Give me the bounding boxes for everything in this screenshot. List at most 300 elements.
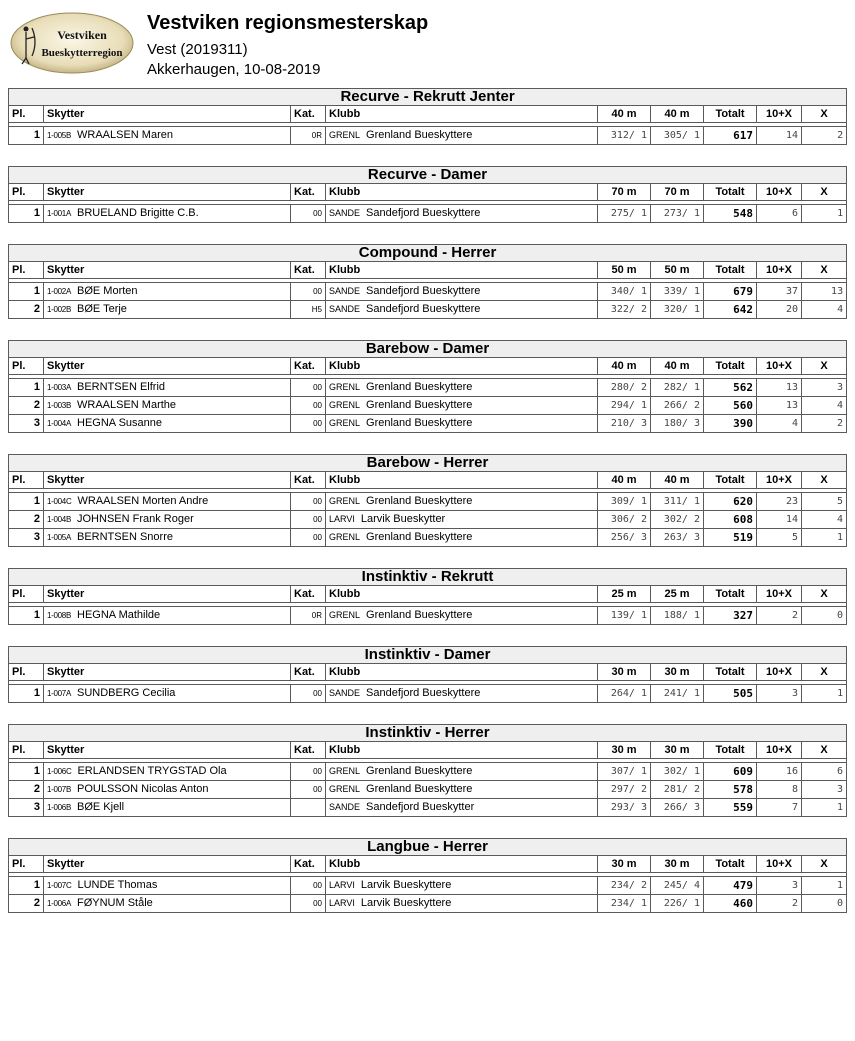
col-header-distance-2: 40 m [651, 106, 704, 123]
x-count: 13 [802, 283, 847, 301]
col-header-totalt: Totalt [704, 856, 757, 873]
col-header-pl: Pl. [9, 358, 44, 375]
col-header-distance-2: 70 m [651, 184, 704, 201]
category-cell: 00 [291, 205, 326, 223]
col-header-totalt: Totalt [704, 472, 757, 489]
total-score: 559 [704, 799, 757, 817]
tens-and-x-count: 2 [757, 607, 802, 625]
section-title: Langbue - Herrer [9, 839, 847, 856]
table-row [9, 781, 847, 799]
club-name: Grenland Bueskyttere [366, 609, 473, 621]
col-header-distance-2: 30 m [651, 856, 704, 873]
table-row [9, 493, 847, 511]
score-round-1: 307/ 1 [598, 763, 651, 781]
archer-id: 1-006A [47, 899, 71, 908]
x-count: 1 [802, 205, 847, 223]
col-header-distance-1: 40 m [598, 358, 651, 375]
archer-cell [44, 895, 291, 913]
tens-and-x-count: 20 [757, 301, 802, 319]
score-round-2: 266/ 2 [651, 397, 704, 415]
archer-id: 1-005A [47, 533, 71, 542]
club-name: Grenland Bueskyttere [366, 531, 473, 543]
archer-cell [44, 607, 291, 625]
score-round-2: 339/ 1 [651, 283, 704, 301]
result-section [8, 244, 846, 319]
table-row [9, 607, 847, 625]
category-cell: 00 [291, 379, 326, 397]
club-name: Sandefjord Bueskyttere [366, 687, 481, 699]
col-header-kat: Kat. [291, 664, 326, 681]
table-row [9, 397, 847, 415]
archer-cell [44, 379, 291, 397]
archer-cell [44, 763, 291, 781]
table-row [9, 205, 847, 223]
archer-name: ERLANDSEN TRYGSTAD Ola [77, 765, 227, 777]
club-cell [326, 895, 598, 913]
score-round-1: 294/ 1 [598, 397, 651, 415]
club-name: Grenland Bueskyttere [366, 129, 473, 141]
col-header-distance-2: 40 m [651, 472, 704, 489]
col-header-10x: 10+X [757, 856, 802, 873]
archer-name: WRAALSEN Morten Andre [77, 495, 209, 507]
col-header-pl: Pl. [9, 586, 44, 603]
result-table [8, 454, 847, 547]
placement-cell: 3 [9, 799, 44, 817]
archer-name: WRAALSEN Marthe [77, 399, 177, 411]
score-round-2: 188/ 1 [651, 607, 704, 625]
score-round-2: 311/ 1 [651, 493, 704, 511]
col-header-klubb: Klubb [326, 472, 598, 489]
col-header-10x: 10+X [757, 184, 802, 201]
club-code: GRENL [329, 766, 361, 776]
archer-cell [44, 301, 291, 319]
col-header-skytter: Skytter [44, 106, 291, 123]
x-count: 5 [802, 493, 847, 511]
placement-cell: 3 [9, 415, 44, 433]
x-count: 1 [802, 685, 847, 703]
archer-cell [44, 397, 291, 415]
score-round-1: 293/ 3 [598, 799, 651, 817]
total-score: 390 [704, 415, 757, 433]
score-round-2: 266/ 3 [651, 799, 704, 817]
archer-name: BRUELAND Brigitte C.B. [77, 207, 199, 219]
archer-name: SUNDBERG Cecilia [77, 687, 176, 699]
page-header [0, 0, 855, 88]
table-row [9, 799, 847, 817]
col-header-distance-2: 25 m [651, 586, 704, 603]
score-round-2: 273/ 1 [651, 205, 704, 223]
col-header-x: X [802, 742, 847, 759]
total-score: 620 [704, 493, 757, 511]
col-header-distance-1: 30 m [598, 742, 651, 759]
club-code: GRENL [329, 418, 361, 428]
svg-text:Vestviken: Vestviken [57, 28, 107, 42]
total-score: 519 [704, 529, 757, 547]
col-header-totalt: Totalt [704, 586, 757, 603]
score-round-1: 322/ 2 [598, 301, 651, 319]
col-header-totalt: Totalt [704, 358, 757, 375]
col-header-distance-2: 50 m [651, 262, 704, 279]
col-header-x: X [802, 262, 847, 279]
col-header-skytter: Skytter [44, 856, 291, 873]
placement-cell: 2 [9, 511, 44, 529]
col-header-pl: Pl. [9, 106, 44, 123]
col-header-klubb: Klubb [326, 856, 598, 873]
table-row [9, 529, 847, 547]
archer-cell [44, 493, 291, 511]
col-header-pl: Pl. [9, 184, 44, 201]
total-score: 505 [704, 685, 757, 703]
col-header-pl: Pl. [9, 742, 44, 759]
club-name: Larvik Bueskytter [360, 513, 446, 525]
col-header-distance-1: 40 m [598, 472, 651, 489]
archer-id: 1-006B [47, 803, 71, 812]
score-round-1: 275/ 1 [598, 205, 651, 223]
club-code: SANDE [329, 208, 361, 218]
placement-cell: 2 [9, 397, 44, 415]
score-round-1: 139/ 1 [598, 607, 651, 625]
tens-and-x-count: 23 [757, 493, 802, 511]
table-row [9, 301, 847, 319]
result-table [8, 568, 847, 625]
table-row [9, 895, 847, 913]
archer-id: 1-003A [47, 383, 71, 392]
tens-and-x-count: 16 [757, 763, 802, 781]
col-header-x: X [802, 664, 847, 681]
archer-id: 1-008B [47, 611, 71, 620]
col-header-klubb: Klubb [326, 358, 598, 375]
total-score: 560 [704, 397, 757, 415]
tens-and-x-count: 5 [757, 529, 802, 547]
x-count: 1 [802, 877, 847, 895]
archer-id: 1-002B [47, 305, 71, 314]
archer-name: BERNTSEN Snorre [77, 531, 173, 543]
club-code: LARVI [329, 514, 355, 524]
result-table [8, 340, 847, 433]
section-title: Instinktiv - Rekrutt [9, 569, 847, 586]
col-header-kat: Kat. [291, 358, 326, 375]
archer-cell [44, 685, 291, 703]
placement-cell: 2 [9, 301, 44, 319]
col-header-totalt: Totalt [704, 742, 757, 759]
total-score: 548 [704, 205, 757, 223]
archer-cell [44, 205, 291, 223]
col-header-distance-1: 30 m [598, 856, 651, 873]
archer-name: BØE Morten [77, 285, 138, 297]
col-header-distance-1: 70 m [598, 184, 651, 201]
tens-and-x-count: 7 [757, 799, 802, 817]
score-round-2: 302/ 2 [651, 511, 704, 529]
club-name: Sandefjord Bueskytter [366, 801, 475, 813]
total-score: 479 [704, 877, 757, 895]
col-header-klubb: Klubb [326, 664, 598, 681]
col-header-pl: Pl. [9, 664, 44, 681]
score-round-2: 282/ 1 [651, 379, 704, 397]
x-count: 2 [802, 415, 847, 433]
club-name: Grenland Bueskyttere [366, 399, 473, 411]
total-score: 617 [704, 127, 757, 145]
table-row [9, 379, 847, 397]
section-title: Compound - Herrer [9, 245, 847, 262]
score-round-2: 320/ 1 [651, 301, 704, 319]
archer-id: 1-004B [47, 515, 71, 524]
club-code: LARVI [329, 880, 355, 890]
col-header-pl: Pl. [9, 856, 44, 873]
archer-id: 1-007A [47, 689, 71, 698]
score-round-1: 256/ 3 [598, 529, 651, 547]
col-header-klubb: Klubb [326, 586, 598, 603]
tens-and-x-count: 3 [757, 685, 802, 703]
archer-name: HEGNA Mathilde [77, 609, 161, 621]
archer-name: JOHNSEN Frank Roger [77, 513, 194, 525]
category-cell: 00 [291, 493, 326, 511]
result-section [8, 166, 846, 223]
col-header-kat: Kat. [291, 106, 326, 123]
club-cell [326, 127, 598, 145]
club-cell [326, 511, 598, 529]
col-header-klubb: Klubb [326, 742, 598, 759]
archer-name: BERNTSEN Elfrid [77, 381, 166, 393]
section-title: Recurve - Damer [9, 167, 847, 184]
club-cell [326, 799, 598, 817]
col-header-distance-1: 40 m [598, 106, 651, 123]
tens-and-x-count: 8 [757, 781, 802, 799]
col-header-distance-2: 40 m [651, 358, 704, 375]
placement-cell: 1 [9, 283, 44, 301]
club-cell [326, 607, 598, 625]
col-header-totalt: Totalt [704, 106, 757, 123]
score-round-2: 245/ 4 [651, 877, 704, 895]
col-header-totalt: Totalt [704, 184, 757, 201]
result-table [8, 88, 847, 145]
col-header-skytter: Skytter [44, 586, 291, 603]
club-cell [326, 205, 598, 223]
col-header-distance-1: 25 m [598, 586, 651, 603]
club-name: Grenland Bueskyttere [366, 381, 473, 393]
club-name: Larvik Bueskyttere [360, 897, 452, 909]
archer-name: POULSSON Nicolas Anton [77, 783, 209, 795]
col-header-distance-2: 30 m [651, 742, 704, 759]
score-round-2: 305/ 1 [651, 127, 704, 145]
x-count: 0 [802, 607, 847, 625]
table-row [9, 685, 847, 703]
col-header-x: X [802, 184, 847, 201]
club-name: Grenland Bueskyttere [366, 495, 473, 507]
tens-and-x-count: 2 [757, 895, 802, 913]
total-score: 562 [704, 379, 757, 397]
section-title: Recurve - Rekrutt Jenter [9, 89, 847, 106]
archer-name: BØE Kjell [77, 801, 125, 813]
tens-and-x-count: 13 [757, 397, 802, 415]
col-header-x: X [802, 358, 847, 375]
club-code: SANDE [329, 286, 361, 296]
result-section [8, 454, 846, 547]
archer-cell [44, 781, 291, 799]
club-cell [326, 781, 598, 799]
result-table [8, 838, 847, 913]
score-round-1: 306/ 2 [598, 511, 651, 529]
archer-id: 1-001A [47, 209, 71, 218]
result-table [8, 244, 847, 319]
col-header-10x: 10+X [757, 358, 802, 375]
x-count: 4 [802, 301, 847, 319]
col-header-kat: Kat. [291, 856, 326, 873]
col-header-klubb: Klubb [326, 262, 598, 279]
score-round-2: 241/ 1 [651, 685, 704, 703]
club-code: SANDE [329, 802, 361, 812]
archer-id: 1-002A [47, 287, 71, 296]
archer-cell [44, 799, 291, 817]
col-header-skytter: Skytter [44, 664, 291, 681]
category-cell: 00 [291, 397, 326, 415]
club-code: GRENL [329, 400, 361, 410]
archer-id: 1-004A [47, 419, 71, 428]
category-cell: 0R [291, 607, 326, 625]
archer-name: HEGNA Susanne [77, 417, 162, 429]
col-header-skytter: Skytter [44, 742, 291, 759]
club-name: Larvik Bueskyttere [360, 879, 452, 891]
score-round-1: 309/ 1 [598, 493, 651, 511]
placement-cell: 1 [9, 493, 44, 511]
col-header-x: X [802, 472, 847, 489]
score-round-2: 281/ 2 [651, 781, 704, 799]
score-round-2: 302/ 1 [651, 763, 704, 781]
archer-id: 1-004C [47, 497, 72, 506]
archer-cell [44, 415, 291, 433]
category-cell [291, 799, 326, 817]
club-cell [326, 415, 598, 433]
category-cell: 00 [291, 283, 326, 301]
score-round-1: 264/ 1 [598, 685, 651, 703]
club-name: Sandefjord Bueskyttere [366, 285, 481, 297]
archer-id: 1-005B [47, 131, 71, 140]
col-header-x: X [802, 106, 847, 123]
tens-and-x-count: 4 [757, 415, 802, 433]
col-header-distance-2: 30 m [651, 664, 704, 681]
placement-cell: 3 [9, 529, 44, 547]
placement-cell: 1 [9, 763, 44, 781]
placement-cell: 1 [9, 379, 44, 397]
result-section [8, 838, 846, 913]
col-header-kat: Kat. [291, 472, 326, 489]
col-header-10x: 10+X [757, 742, 802, 759]
archer-name: FØYNUM Ståle [77, 897, 153, 909]
table-row [9, 511, 847, 529]
archer-id: 1-007B [47, 785, 71, 794]
col-header-distance-1: 30 m [598, 664, 651, 681]
club-name: Sandefjord Bueskyttere [366, 303, 481, 315]
score-round-2: 226/ 1 [651, 895, 704, 913]
col-header-kat: Kat. [291, 262, 326, 279]
col-header-10x: 10+X [757, 664, 802, 681]
club-code: GRENL [329, 532, 361, 542]
club-name: Grenland Bueskyttere [366, 765, 473, 777]
x-count: 2 [802, 127, 847, 145]
placement-cell: 2 [9, 781, 44, 799]
archer-id: 1-006C [47, 767, 72, 776]
x-count: 3 [802, 379, 847, 397]
col-header-klubb: Klubb [326, 106, 598, 123]
col-header-totalt: Totalt [704, 664, 757, 681]
club-name: Sandefjord Bueskyttere [366, 207, 481, 219]
score-round-1: 312/ 1 [598, 127, 651, 145]
archer-logo-icon [10, 12, 134, 74]
archer-name: BØE Terje [77, 303, 127, 315]
table-row [9, 763, 847, 781]
archer-cell [44, 529, 291, 547]
club-cell [326, 283, 598, 301]
category-cell: 00 [291, 529, 326, 547]
score-round-1: 210/ 3 [598, 415, 651, 433]
results-list [8, 88, 846, 934]
category-cell: 0R [291, 127, 326, 145]
competition-subtitle: Vest (2019311) [147, 41, 248, 58]
col-header-pl: Pl. [9, 472, 44, 489]
tens-and-x-count: 37 [757, 283, 802, 301]
placement-cell: 1 [9, 205, 44, 223]
total-score: 578 [704, 781, 757, 799]
score-round-1: 234/ 2 [598, 877, 651, 895]
category-cell: H5 [291, 301, 326, 319]
section-title: Instinktiv - Herrer [9, 725, 847, 742]
score-round-2: 180/ 3 [651, 415, 704, 433]
archer-id: 1-003B [47, 401, 71, 410]
club-cell [326, 529, 598, 547]
section-title: Barebow - Damer [9, 341, 847, 358]
col-header-x: X [802, 586, 847, 603]
result-section [8, 646, 846, 703]
club-cell [326, 493, 598, 511]
x-count: 4 [802, 397, 847, 415]
club-code: GRENL [329, 784, 361, 794]
x-count: 0 [802, 895, 847, 913]
club-code: LARVI [329, 898, 355, 908]
result-section [8, 724, 846, 817]
x-count: 4 [802, 511, 847, 529]
col-header-10x: 10+X [757, 472, 802, 489]
club-code: GRENL [329, 496, 361, 506]
club-cell [326, 685, 598, 703]
archer-cell [44, 127, 291, 145]
archer-id: 1-007C [47, 881, 72, 890]
result-section [8, 568, 846, 625]
col-header-distance-1: 50 m [598, 262, 651, 279]
club-code: GRENL [329, 610, 361, 620]
placement-cell: 1 [9, 127, 44, 145]
archer-cell [44, 877, 291, 895]
tens-and-x-count: 14 [757, 127, 802, 145]
x-count: 1 [802, 529, 847, 547]
category-cell: 00 [291, 415, 326, 433]
placement-cell: 1 [9, 877, 44, 895]
col-header-skytter: Skytter [44, 358, 291, 375]
col-header-10x: 10+X [757, 586, 802, 603]
club-code: SANDE [329, 304, 361, 314]
page-title: Vestviken regionsmesterskap [147, 12, 429, 34]
category-cell: 00 [291, 763, 326, 781]
placement-cell: 1 [9, 607, 44, 625]
tens-and-x-count: 14 [757, 511, 802, 529]
table-row [9, 877, 847, 895]
table-row [9, 415, 847, 433]
club-name: Grenland Bueskyttere [366, 783, 473, 795]
archer-cell [44, 283, 291, 301]
result-section [8, 88, 846, 145]
club-cell [326, 397, 598, 415]
tens-and-x-count: 13 [757, 379, 802, 397]
club-code: SANDE [329, 688, 361, 698]
tens-and-x-count: 6 [757, 205, 802, 223]
